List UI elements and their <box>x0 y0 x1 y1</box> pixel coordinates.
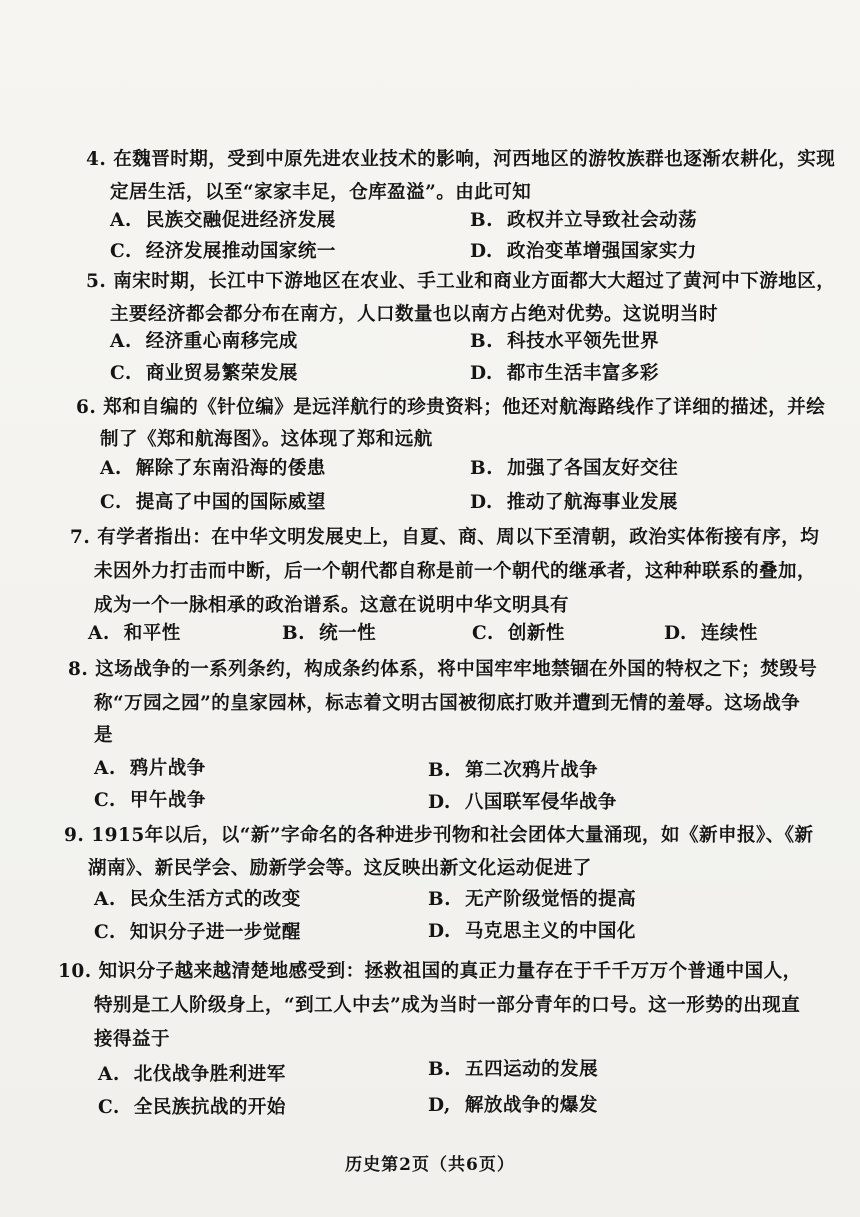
option-text: 民众生活方式的改变 <box>129 889 301 910</box>
question-9-number: 9. <box>64 825 85 846</box>
option-key: B. <box>282 623 306 644</box>
question-4-option-a[interactable] <box>110 206 336 236</box>
page-footer: 历史第2页（共6页） <box>345 1155 515 1175</box>
question-6-text-1: 郑和自编的《针位编》是远洋航行的珍贵资料；他还对航海路线作了详细的描述，并绘 <box>103 397 826 418</box>
question-10-option-c[interactable] <box>98 1093 286 1123</box>
question-7-option-d[interactable] <box>664 619 758 649</box>
option-text: 无产阶级觉悟的提高 <box>465 889 637 910</box>
option-key: B. <box>470 458 494 479</box>
option-key: D, <box>428 1095 451 1116</box>
question-8-line-1 <box>68 652 817 688</box>
option-text: 都市生活丰富多彩 <box>506 363 659 384</box>
option-text: 科技水平领先世界 <box>507 331 660 352</box>
question-5-text-1: 南宋时期，长江中下游地区在农业、手工业和商业方面都大大超过了黄河中下游地区， <box>113 271 836 292</box>
question-5-line-2: 主要经济都会都分布在南方，人口数量也以南方占绝对优势。这说明当时 <box>110 304 719 325</box>
option-key: C. <box>472 623 494 644</box>
question-8-option-a[interactable] <box>94 754 206 784</box>
option-key: A. <box>94 889 116 910</box>
question-4-line-1 <box>86 142 835 178</box>
question-4-line-2: 定居生活，以至“家家丰足，仓库盈溢”。由此可知 <box>110 182 532 203</box>
question-4-option-c[interactable] <box>110 237 336 267</box>
option-key: C. <box>100 492 122 513</box>
option-key: B. <box>470 210 494 231</box>
option-text: 解除了东南沿海的倭患 <box>135 458 326 479</box>
question-8-number: 8. <box>68 659 89 680</box>
question-8-option-b[interactable] <box>428 756 598 786</box>
option-text: 经济发展推动国家统一 <box>145 241 336 262</box>
question-5-line-1 <box>86 264 835 300</box>
question-6-option-d[interactable] <box>470 488 678 518</box>
question-8-option-c[interactable] <box>94 786 206 816</box>
option-key: C. <box>94 922 116 943</box>
option-text: 提高了中国的国际威望 <box>135 492 326 513</box>
option-key: C. <box>98 1097 120 1118</box>
question-9-line-1 <box>64 818 814 854</box>
question-9-option-c[interactable] <box>94 918 301 948</box>
question-8-text-1: 这场战争的一系列条约，构成条约体系，将中国牢牢地禁锢在外国的特权之下；焚毁号 <box>95 659 818 680</box>
option-key: B. <box>428 1059 452 1080</box>
question-6-option-b[interactable] <box>470 454 678 484</box>
question-10-line-3: 接得益于 <box>94 1029 171 1050</box>
question-10-number: 10. <box>58 961 92 982</box>
option-text: 统一性 <box>319 623 377 644</box>
question-6-option-c[interactable] <box>100 488 326 518</box>
option-key: C. <box>94 790 116 811</box>
question-10-line-1 <box>58 954 802 990</box>
question-5-option-a[interactable] <box>110 327 298 357</box>
option-text: 政权并立导致社会动荡 <box>507 210 698 231</box>
option-text: 经济重心南移完成 <box>145 331 298 352</box>
question-6-number: 6. <box>76 397 97 418</box>
question-9-text-1: 1915年以后，以“新”字命名的各种进步刊物和社会团体大量涌现，如《新申报》、《新 <box>91 825 814 846</box>
option-text: 解放战争的爆发 <box>464 1095 598 1116</box>
question-9-option-d[interactable] <box>428 917 636 947</box>
option-key: B. <box>470 331 494 352</box>
question-7-option-a[interactable] <box>88 619 181 649</box>
question-9-option-a[interactable] <box>94 885 301 915</box>
question-5-number: 5. <box>86 271 107 292</box>
option-key: A. <box>88 623 110 644</box>
question-7-text-1: 有学者指出：在中华文明发展史上，自夏、商、周以下至清朝，政治实体衔接有序，均 <box>97 527 820 548</box>
option-text: 鸦片战争 <box>129 758 206 779</box>
option-key: D. <box>428 921 451 942</box>
option-key: B. <box>428 889 452 910</box>
option-text: 加强了各国友好交往 <box>507 458 679 479</box>
option-text: 和平性 <box>123 623 181 644</box>
question-10-option-d[interactable] <box>428 1091 598 1121</box>
option-text: 推动了航海事业发展 <box>506 492 678 513</box>
option-key: A. <box>110 331 132 352</box>
option-key: B. <box>428 760 452 781</box>
question-5-option-c[interactable] <box>110 359 298 389</box>
option-text: 甲午战争 <box>129 790 206 811</box>
option-text: 第二次鸦片战争 <box>465 760 599 781</box>
option-text: 五四运动的发展 <box>465 1059 599 1080</box>
option-text: 八国联军侵华战争 <box>464 792 617 813</box>
option-key: A. <box>94 758 116 779</box>
option-key: D. <box>470 492 493 513</box>
question-4-option-d[interactable] <box>470 237 697 267</box>
question-4-text-1: 在魏晋时期，受到中原先进农业技术的影响，河西地区的游牧族群也逐渐农耕化，实现 <box>113 149 836 170</box>
question-7-line-1 <box>70 520 819 556</box>
question-7-line-2: 未因外力打击而中断，后一个朝代都自称是前一个朝代的继承者，这种种联系的叠加， <box>94 561 817 582</box>
question-10-line-2: 特别是工人阶级身上，“到工人中去”成为当时一部分青年的口号。这一形势的出现直 <box>94 995 801 1016</box>
option-key: C. <box>110 363 132 384</box>
option-text: 知识分子进一步觉醒 <box>129 922 301 943</box>
question-10-option-b[interactable] <box>428 1055 598 1085</box>
question-9-line-2: 湖南》、新民学会、励新学会等。这反映出新文化运动促进了 <box>88 858 592 879</box>
question-4-option-b[interactable] <box>470 206 697 236</box>
option-key: D. <box>664 623 687 644</box>
question-10-text-1: 知识分子越来越清楚地感受到：拯救祖国的真正力量存在于千千万万个普通中国人， <box>98 961 802 982</box>
option-key: C. <box>110 241 132 262</box>
option-key: D. <box>470 363 493 384</box>
option-text: 创新性 <box>507 623 565 644</box>
question-4-number: 4. <box>86 149 107 170</box>
option-key: A. <box>110 210 132 231</box>
question-7-number: 7. <box>70 527 91 548</box>
option-key: A. <box>98 1064 120 1085</box>
option-key: A. <box>100 458 122 479</box>
question-7-line-3: 成为一个一脉相承的政治谱系。这意在说明中华文明具有 <box>94 595 570 616</box>
option-text: 民族交融促进经济发展 <box>145 210 336 231</box>
question-9-option-b[interactable] <box>428 885 636 915</box>
option-text: 商业贸易繁荣发展 <box>145 363 298 384</box>
option-text: 政治变革增强国家实力 <box>506 241 697 262</box>
question-5-option-d[interactable] <box>470 359 659 389</box>
option-text: 连续性 <box>700 623 758 644</box>
option-text: 全民族抗战的开始 <box>133 1097 286 1118</box>
question-7-option-b[interactable] <box>282 619 376 649</box>
question-5-option-b[interactable] <box>470 327 659 357</box>
question-6-option-a[interactable] <box>100 454 326 484</box>
question-8-line-3: 是 <box>94 725 114 746</box>
question-10-option-a[interactable] <box>98 1060 286 1090</box>
question-7-option-c[interactable] <box>472 619 565 649</box>
question-6-line-2: 制了《郑和航海图》。这体现了郑和远航 <box>100 429 433 450</box>
question-6-line-1 <box>76 390 825 426</box>
option-key: D. <box>470 241 493 262</box>
question-8-option-d[interactable] <box>428 788 617 818</box>
question-8-line-2: 称“万园之园”的皇家园林，标志着文明古国被彻底打败并遭到无情的羞辱。这场战争 <box>94 693 801 714</box>
option-text: 北伐战争胜利进军 <box>133 1064 286 1085</box>
option-text: 马克思主义的中国化 <box>464 921 636 942</box>
option-key: D. <box>428 792 451 813</box>
